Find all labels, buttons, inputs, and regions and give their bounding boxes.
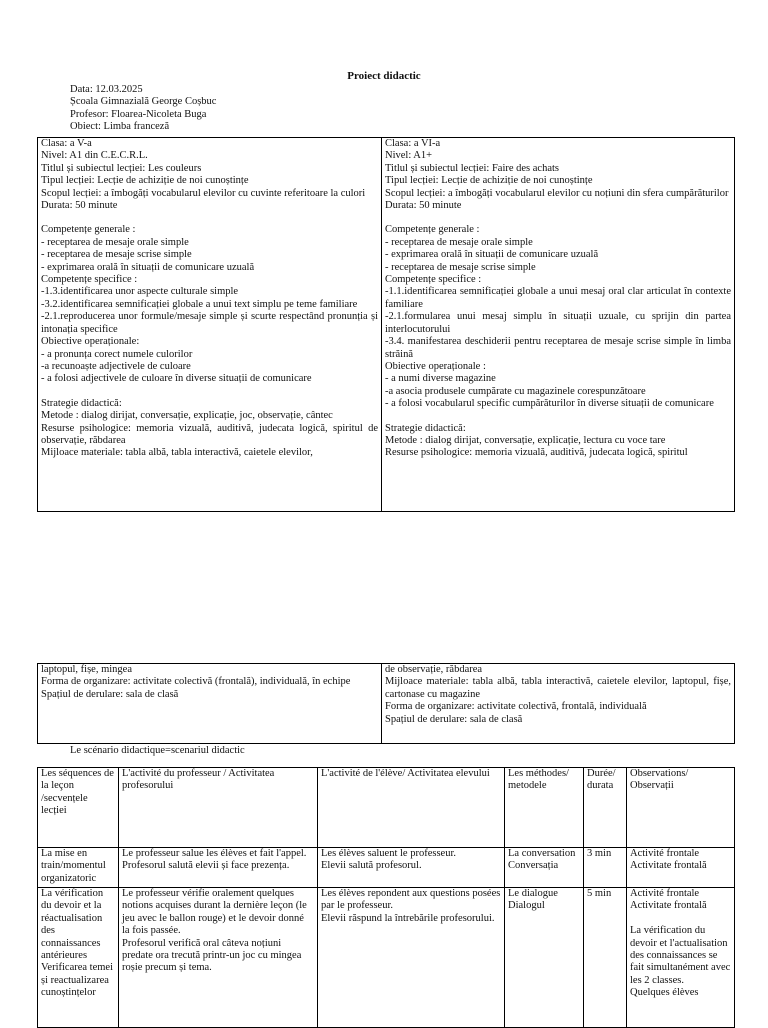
teacher-activity-cell: Le professeur vérifie oralement quelques notions acquises durant la dernière leçon (le jeu avec le ballon rouge) et le devoir donné la fois passée. Profesorul verifică oral câteva noțiuni predate ora trecută printr-un joc cu mingea roșie precum și tema. (119, 888, 318, 1028)
specific-competence-item: -3.4. manifestarea deschiderii pentru receptarea de mesaje scrise simple în limba străină (385, 336, 731, 360)
general-competence-item: - exprimarea orală în situații de comunicare uzuală (385, 249, 599, 261)
scenario-label: Le scénario didactique=scenariul didactic (70, 745, 245, 756)
sequence-cell: La mise en train/momentul organizatoric (38, 848, 119, 888)
duration-cell: 3 min (584, 848, 627, 888)
strategy-title: Strategie didactică: (385, 422, 466, 434)
student-activity-cell: Les élèves saluent le professeur. Elevii salută profesorul. (318, 848, 505, 888)
observations-cell: Activité frontale Activitate frontală (627, 848, 735, 888)
specific-competence-item: -1.1.identificarea semnificației globale a unui mesaj oral clar articulat în contexte familiare (385, 286, 731, 310)
objectives-title: Obiective operaționale : (385, 360, 486, 372)
class-label: Clasa: a VI-a (385, 138, 441, 149)
lesson-purpose: Scopul lecției: a îmbogăți vocabularul elevilor cu cuvinte referitoare la culori (41, 187, 366, 199)
header-duration: Durée/ durata (584, 768, 627, 848)
lesson-duration: Durata: 50 minute (385, 200, 462, 212)
level-label: Nivel: A1 din C.E.C.R.L. (41, 150, 148, 162)
teacher-activity-cell: Le professeur salue les élèves et fait l'appel. Profesorul salută elevii și face prezența. (119, 848, 318, 888)
header-methods: Les méthodes/ metodele (505, 768, 584, 848)
objective-item: - a numi diverse magazine (385, 373, 496, 385)
duration-cell: 5 min (584, 888, 627, 1028)
header-student: L'activité de l'élève/ Activitatea elevului (318, 768, 505, 848)
specific-competences-title: Competențe specifice : (385, 274, 482, 286)
methods-cell: Le dialogue Dialogul (505, 888, 584, 1028)
document-header (70, 84, 216, 134)
strategy-title: Strategie didactică: (41, 397, 122, 409)
student-activity-cell: Les élèves repondent aux questions posées par le professeur. Elevii răspund la întrebările profesorului. (318, 888, 505, 1028)
class6-info-cell-cont (382, 664, 735, 744)
objective-item: -a recunoaște adjectivele de culoare (41, 360, 191, 372)
header-teacher: L'activité du professeur / Activitatea profesorului (119, 768, 318, 848)
scenario-table (37, 767, 735, 1028)
observations-cell: Activité frontale Activitate frontală La vérification du devoir et l'actualisation des connaissances se fait simultanément avec les 2 classes. Quelques élèves (627, 888, 735, 1028)
methods-line: Metode : dialog dirijat, conversație, explicație, joc, observație, cântec (41, 410, 333, 422)
general-competence-item: - receptarea de mesaje orale simple (385, 236, 533, 248)
class5-info-cell-cont (38, 664, 382, 744)
lesson-title: Titlul și subiectul lecției: Faire des achats (385, 162, 559, 174)
table-row (38, 848, 735, 888)
materials-line: laptopul, fișe, mingea (41, 664, 132, 675)
document-title: Proiect didactic (347, 70, 421, 82)
subject-line: Obiect: Limba franceză (70, 121, 170, 133)
date-line: Data: 12.03.2025 (70, 84, 143, 95)
table-row (38, 888, 735, 1028)
psych-resources-line: Resurse psihologice: memoria vizuală, auditivă, judecata logică, spiritul (385, 447, 688, 459)
scenario-header-row (38, 768, 735, 848)
specific-competence-item: -1.3.identificarea unor aspecte culturale simple (41, 286, 239, 298)
lesson-duration: Durata: 50 minute (41, 200, 118, 212)
materials-line: Mijloace materiale: tabla albă, tabla interactivă, caietele elevilor, (41, 447, 313, 459)
general-competence-item: - receptarea de mesaje scrise simple (41, 249, 192, 261)
level-label: Nivel: A1+ (385, 150, 433, 162)
header-observations: Observations/ Observații (627, 768, 735, 848)
teacher-line: Profesor: Floarea-Nicoleta Buga (70, 108, 207, 120)
specific-competence-item: -2.1.formularea unui mesaj simplu în situații uzuale, cu sprijin din partea interlocutorului (385, 311, 731, 335)
specific-competence-item: -2.1.reproducerea unor formule/mesaje simple și scurte respectând pronunția și intonația specifice (41, 311, 378, 335)
specific-competence-item: -3.2.identificarea semnificației globale a unui text simplu pe teme familiare (41, 298, 358, 310)
space-line: Spațiul de derulare: sala de clasă (385, 713, 523, 725)
general-competences-title: Competențe generale : (385, 224, 480, 236)
materials-line: Mijloace materiale: tabla albă, tabla interactivă, caietele elevilor, laptopul, fișe, cartonase cu magazine (385, 676, 731, 700)
psych-resources-line: Resurse psihologice: memoria vizuală, auditivă, judecata logică, spiritul de observație, răbdarea (41, 422, 378, 446)
general-competence-item: - exprimarea orală în situații de comunicare uzuală (41, 261, 255, 273)
general-competences-title: Competențe generale : (41, 224, 136, 236)
school-line: Școala Gimnazială George Coșbuc (70, 96, 217, 108)
objective-item: - a folosi adjectivele de culoare în diverse situații de comunicare (41, 373, 312, 385)
organisation-line: Forma de organizare: activitate colectivă, frontală, individuală (385, 701, 647, 713)
space-line: Spațiul de derulare: sala de clasă (41, 688, 179, 700)
lesson-title: Titlul și subiectul lecției: Les couleurs (41, 162, 202, 174)
objective-item: - a folosi vocabularul specific cumpărăturilor în diverse situații de comunicare (385, 398, 714, 410)
methods-cell: La conversation Conversația (505, 848, 584, 888)
lesson-info-table-page1 (37, 137, 735, 512)
psych-resources-line: de observație, răbdarea (385, 664, 483, 675)
header-sequence: Les séquences de la leçon /secvențele lecției (38, 768, 119, 848)
lesson-info-table-page2 (37, 663, 735, 744)
class5-info-cell (38, 138, 382, 512)
sequence-cell: La vérification du devoir et la réactualisation des connaissances antérieures Verificarea temei și reactualizarea cunoștințelor (38, 888, 119, 1028)
class6-info-cell (382, 138, 735, 512)
objective-item: -a asocia produsele cumpărate cu magazinele corespunzătoare (385, 385, 646, 397)
lesson-type: Tipul lecției: Lecție de achiziție de noi cunoștințe (385, 175, 593, 187)
objectives-title: Obiective operaționale: (41, 336, 140, 348)
lesson-purpose: Scopul lecției: a îmbogăți vocabularul elevilor cu noțiuni din sfera cumpărăturilor (385, 187, 729, 199)
organisation-line: Forma de organizare: activitate colectivă (frontală), individuală, în echipe (41, 676, 351, 688)
general-competence-item: - receptarea de mesaje orale simple (41, 236, 189, 248)
specific-competences-title: Competențe specifice : (41, 274, 138, 286)
general-competence-item: - receptarea de mesaje scrise simple (385, 261, 536, 273)
class-label: Clasa: a V-a (41, 138, 92, 149)
objective-item: - a pronunța corect numele culorilor (41, 348, 193, 360)
lesson-type: Tipul lecției: Lecție de achiziție de noi cunoștințe (41, 175, 249, 187)
methods-line: Metode : dialog dirijat, conversație, explicație, lectura cu voce tare (385, 434, 666, 446)
